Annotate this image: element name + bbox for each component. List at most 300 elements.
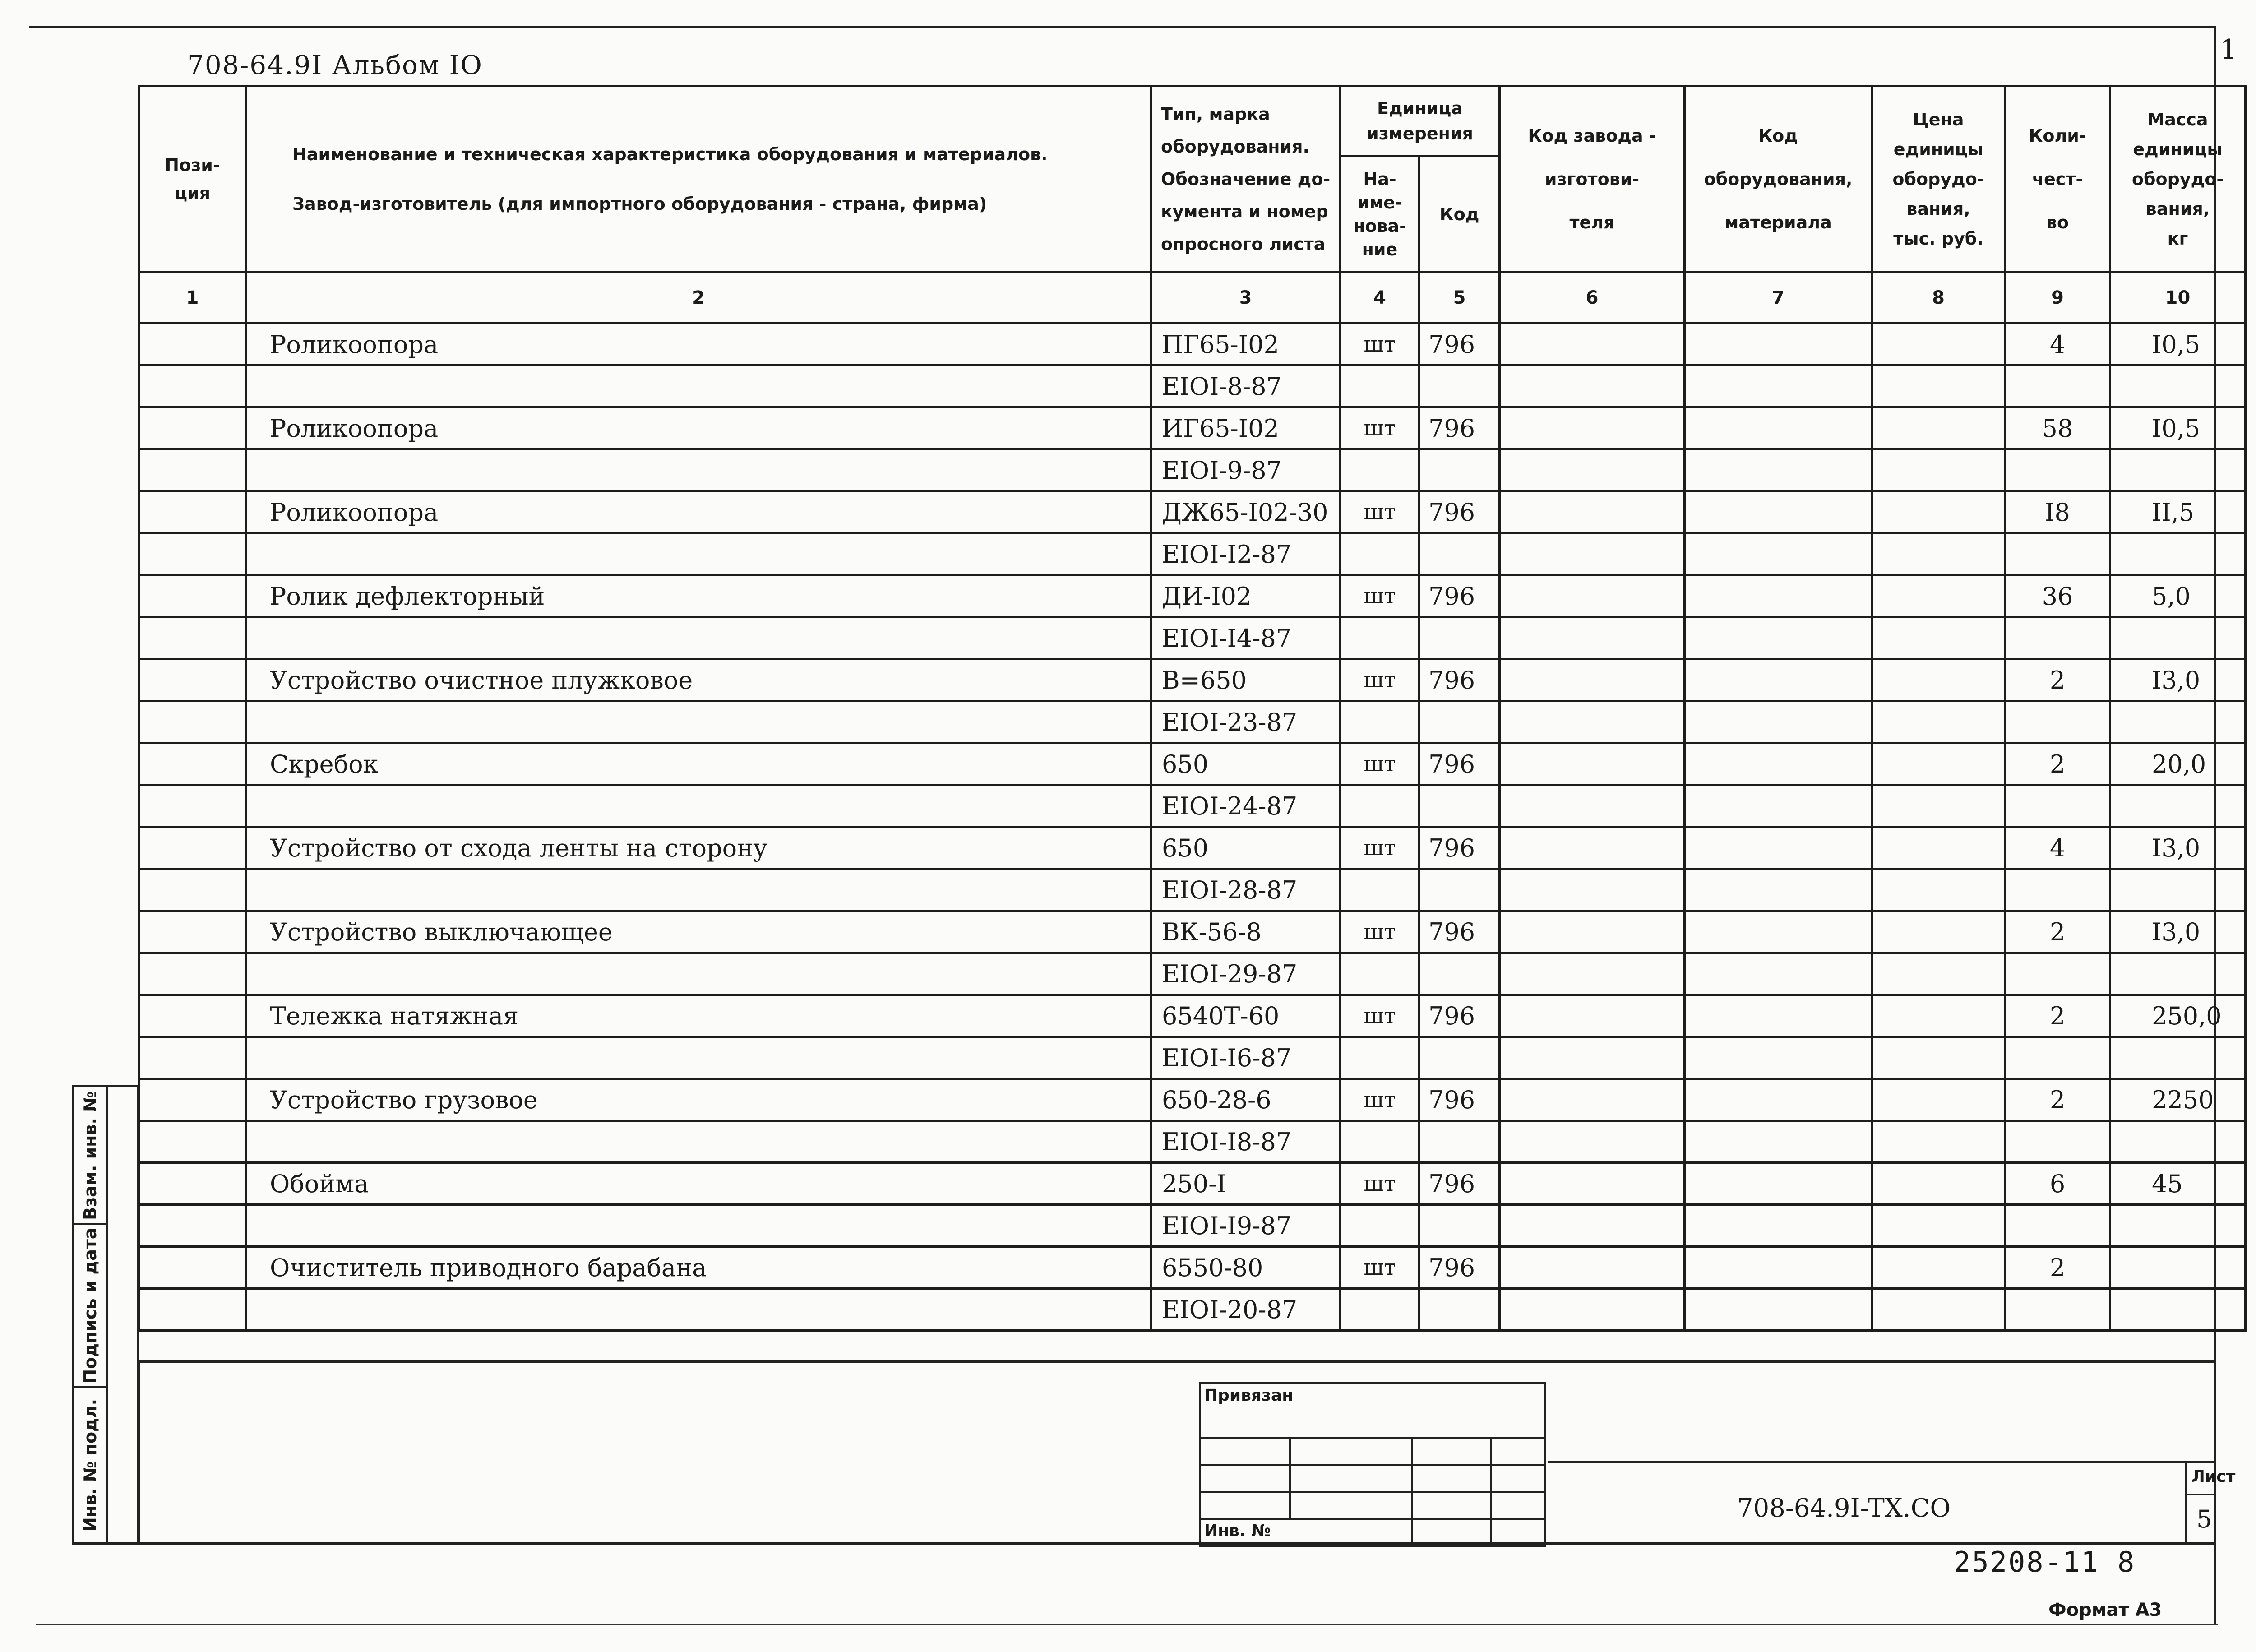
stamp-cell: [1290, 1465, 1412, 1492]
cell-unit-code: [1419, 366, 1500, 407]
cell-document: EIOI-23-87: [1151, 701, 1341, 743]
cell-unit-code: 796: [1419, 407, 1500, 449]
cell-price: [1872, 533, 2005, 575]
cell-unit-code: 796: [1419, 659, 1500, 701]
cell-unit: шт: [1341, 1079, 1419, 1121]
cell-mass: [2110, 701, 2246, 743]
table-row: [139, 869, 2246, 911]
cell-quantity: 2: [2005, 743, 2110, 785]
cell-position: [139, 1205, 246, 1247]
cell-position: [139, 491, 246, 533]
cell-name: Обойма: [246, 1163, 1151, 1205]
cell-equipment-code: [1685, 533, 1872, 575]
format-label: Формат А3: [2048, 1600, 2162, 1620]
cell-mass: 250,0: [2110, 995, 2246, 1037]
cell-factory-code: [1500, 1121, 1685, 1163]
table-row: [139, 701, 2246, 743]
cell-name: Устройство от схода ленты на сторону: [246, 827, 1151, 869]
cell-mass: [2110, 617, 2246, 659]
header-quantity: Коли- чест- во: [2005, 86, 2110, 273]
cell-equipment-code: [1685, 743, 1872, 785]
cell-price: [1872, 743, 2005, 785]
cell-equipment-code: [1685, 1163, 1872, 1205]
cell-mass: 5,0: [2110, 575, 2246, 617]
cell-factory-code: [1500, 659, 1685, 701]
cell-mass: 45: [2110, 1163, 2246, 1205]
cell-factory-code: [1500, 743, 1685, 785]
cell-unit: [1341, 869, 1419, 911]
cell-name: [246, 1289, 1151, 1331]
side-stamp-strip: [72, 1085, 139, 1545]
cell-factory-code: [1500, 491, 1685, 533]
cell-document: EIOI-8-87: [1151, 366, 1341, 407]
cell-unit: [1341, 1037, 1419, 1079]
cell-price: [1872, 1121, 2005, 1163]
cell-equipment-code: [1685, 1289, 1872, 1331]
cell-position: [139, 827, 246, 869]
cell-equipment-code: [1685, 449, 1872, 491]
cell-quantity: 6: [2005, 1163, 2110, 1205]
cell-unit-code: [1419, 953, 1500, 995]
table-row: [139, 785, 2246, 827]
table-row: [139, 1163, 2246, 1205]
cell-quantity: I8: [2005, 491, 2110, 533]
cell-quantity: [2005, 1037, 2110, 1079]
table-row: [139, 617, 2246, 659]
header-type: Тип, марка оборудования. Обозначение до- кумента и номер опросного листа: [1151, 86, 1341, 273]
linked-stamp: [1199, 1382, 1546, 1547]
cell-document: EIOI-I6-87: [1151, 1037, 1341, 1079]
cell-document: EIOI-9-87: [1151, 449, 1341, 491]
cell-equipment-code: [1685, 785, 1872, 827]
cell-factory-code: [1500, 953, 1685, 995]
cell-equipment-code: [1685, 324, 1872, 366]
cell-unit: [1341, 1121, 1419, 1163]
strip-inv-original-label: Инв. № подл.: [80, 1398, 100, 1532]
cell-price: [1872, 491, 2005, 533]
header-unit-name: На- име- нова- ние: [1341, 156, 1419, 273]
strip-replace-inv: [74, 1087, 106, 1225]
table-row: [139, 1079, 2246, 1121]
cell-unit-code: [1419, 785, 1500, 827]
cell-equipment-code: [1685, 1121, 1872, 1163]
cell-unit: [1341, 1205, 1419, 1247]
header-name-line2: Завод-изготовитель (для импортного оборудования - страна, фирма): [292, 194, 987, 214]
cell-document: EIOI-I8-87: [1151, 1121, 1341, 1163]
header-factory-code: Код завода - изготови- теля: [1500, 86, 1685, 273]
cell-position: [139, 659, 246, 701]
frame-bottom-border: [36, 1624, 2218, 1625]
cell-position: [139, 617, 246, 659]
table-row: [139, 659, 2246, 701]
cell-quantity: 2: [2005, 995, 2110, 1037]
cell-unit-code: 796: [1419, 827, 1500, 869]
cell-mass: [2110, 1205, 2246, 1247]
cell-unit: шт: [1341, 743, 1419, 785]
cell-quantity: [2005, 869, 2110, 911]
cell-equipment-code: [1685, 953, 1872, 995]
cell-equipment-code: [1685, 869, 1872, 911]
cell-position: [139, 701, 246, 743]
cell-mass: [2110, 366, 2246, 407]
cell-name: [246, 366, 1151, 407]
cell-price: [1872, 1079, 2005, 1121]
cell-unit-code: [1419, 1121, 1500, 1163]
cell-price: [1872, 953, 2005, 995]
cell-mass: I0,5: [2110, 324, 2246, 366]
cell-price: [1872, 785, 2005, 827]
cell-position: [139, 911, 246, 953]
cell-factory-code: [1500, 1037, 1685, 1079]
cell-price: [1872, 827, 2005, 869]
cell-mass: I0,5: [2110, 407, 2246, 449]
cell-price: [1872, 995, 2005, 1037]
cell-name: Ролик дефлекторный: [246, 575, 1151, 617]
table-row: [139, 911, 2246, 953]
cell-equipment-code: [1685, 1079, 1872, 1121]
cell-quantity: [2005, 953, 2110, 995]
cell-price: [1872, 575, 2005, 617]
title-block-base: [138, 1542, 2215, 1545]
table-row: [139, 1247, 2246, 1289]
cell-mass: [2110, 869, 2246, 911]
cell-factory-code: [1500, 1163, 1685, 1205]
cell-factory-code: [1500, 911, 1685, 953]
cell-mass: [2110, 449, 2246, 491]
cell-unit: шт: [1341, 659, 1419, 701]
cell-unit: [1341, 785, 1419, 827]
stamp-cell: [1200, 1438, 1290, 1465]
cell-unit: [1341, 1289, 1419, 1331]
cell-position: [139, 785, 246, 827]
cell-quantity: [2005, 533, 2110, 575]
cell-name: [246, 1121, 1151, 1163]
col-number: 3: [1151, 273, 1341, 324]
cell-unit: шт: [1341, 407, 1419, 449]
cell-quantity: [2005, 366, 2110, 407]
col-number: 2: [246, 273, 1151, 324]
cell-mass: [2110, 533, 2246, 575]
col-number: 10: [2110, 273, 2246, 324]
cell-position: [139, 1121, 246, 1163]
cell-unit: шт: [1341, 995, 1419, 1037]
sheet-number: 5: [2196, 1505, 2212, 1533]
cell-quantity: 2: [2005, 659, 2110, 701]
strip-replace-inv-label: Взам. инв. №: [80, 1091, 100, 1220]
cell-name: Тележка натяжная: [246, 995, 1151, 1037]
cell-mass: 20,0: [2110, 743, 2246, 785]
cell-unit-code: 796: [1419, 911, 1500, 953]
stamp-inv-no: Инв. №: [1200, 1519, 1412, 1546]
cell-name: [246, 1205, 1151, 1247]
cell-equipment-code: [1685, 1037, 1872, 1079]
cell-position: [139, 1163, 246, 1205]
cell-position: [139, 743, 246, 785]
cell-quantity: [2005, 785, 2110, 827]
cell-unit: [1341, 449, 1419, 491]
cell-equipment-code: [1685, 366, 1872, 407]
header-unit-group: Единица измерения: [1341, 86, 1500, 156]
cell-unit-code: [1419, 1037, 1500, 1079]
strip-divider: [106, 1087, 108, 1542]
cell-price: [1872, 1037, 2005, 1079]
table-row: [139, 575, 2246, 617]
cell-type: 650-28-6: [1151, 1079, 1341, 1121]
stamp-linked-label: Привязан: [1200, 1383, 1545, 1438]
table-row: [139, 743, 2246, 785]
cell-quantity: [2005, 449, 2110, 491]
cell-document: EIOI-24-87: [1151, 785, 1341, 827]
cell-factory-code: [1500, 449, 1685, 491]
sheet-label: Лист: [2191, 1467, 2236, 1486]
cell-unit: шт: [1341, 1163, 1419, 1205]
cell-factory-code: [1500, 575, 1685, 617]
cell-equipment-code: [1685, 701, 1872, 743]
cell-document: EIOI-I4-87: [1151, 617, 1341, 659]
cell-price: [1872, 911, 2005, 953]
cell-name: Роликоопора: [246, 324, 1151, 366]
stamp-cell: [1412, 1438, 1491, 1465]
cell-factory-code: [1500, 1247, 1685, 1289]
col-number: 7: [1685, 273, 1872, 324]
stamp-cell: [1491, 1465, 1545, 1492]
stamp-cell: [1412, 1465, 1491, 1492]
sheet-separator: [2185, 1494, 2216, 1495]
header-name-line1: Наименование и техническая характеристика оборудования и материалов.: [292, 144, 1048, 164]
cell-name: Роликоопора: [246, 491, 1151, 533]
cell-name: [246, 953, 1151, 995]
col-number: 9: [2005, 273, 2110, 324]
table-row: [139, 449, 2246, 491]
cell-unit-code: 796: [1419, 575, 1500, 617]
cell-equipment-code: [1685, 407, 1872, 449]
cell-type: 650: [1151, 743, 1341, 785]
cell-unit-code: 796: [1419, 324, 1500, 366]
cell-unit-code: 796: [1419, 491, 1500, 533]
cell-unit-code: 796: [1419, 1247, 1500, 1289]
cell-unit-code: [1419, 869, 1500, 911]
cell-quantity: 4: [2005, 827, 2110, 869]
cell-unit: [1341, 953, 1419, 995]
cell-price: [1872, 617, 2005, 659]
cell-mass: [2110, 1289, 2246, 1331]
cell-name: Роликоопора: [246, 407, 1151, 449]
cell-quantity: 2: [2005, 1079, 2110, 1121]
cell-equipment-code: [1685, 1205, 1872, 1247]
stamp-cell: [1491, 1492, 1545, 1519]
stamp-cell: [1412, 1519, 1491, 1546]
cell-position: [139, 869, 246, 911]
table-row: [139, 827, 2246, 869]
cell-equipment-code: [1685, 575, 1872, 617]
cell-unit-code: [1419, 449, 1500, 491]
col-number: 6: [1500, 273, 1685, 324]
cell-unit: шт: [1341, 491, 1419, 533]
cell-name: Устройство грузовое: [246, 1079, 1151, 1121]
cell-mass: [2110, 1121, 2246, 1163]
cell-price: [1872, 407, 2005, 449]
cell-position: [139, 995, 246, 1037]
cell-name: Очиститель приводного барабана: [246, 1247, 1151, 1289]
cell-document: EIOI-20-87: [1151, 1289, 1341, 1331]
cell-equipment-code: [1685, 827, 1872, 869]
cell-factory-code: [1500, 1289, 1685, 1331]
cell-mass: [2110, 785, 2246, 827]
cell-quantity: [2005, 1289, 2110, 1331]
cell-name: [246, 1037, 1151, 1079]
cell-price: [1872, 366, 2005, 407]
cell-factory-code: [1500, 324, 1685, 366]
specification-table: [138, 85, 2247, 1332]
cell-name: Скребок: [246, 743, 1151, 785]
cell-document: EIOI-29-87: [1151, 953, 1341, 995]
title-block-left: [138, 1360, 140, 1545]
cell-unit: [1341, 533, 1419, 575]
cell-unit: шт: [1341, 1247, 1419, 1289]
archive-number: 25208-11 8: [1954, 1546, 2136, 1578]
cell-mass: I3,0: [2110, 827, 2246, 869]
album-title: 708-64.9I Альбом IO: [187, 50, 483, 80]
cell-quantity: 4: [2005, 324, 2110, 366]
cell-factory-code: [1500, 785, 1685, 827]
cell-unit: шт: [1341, 827, 1419, 869]
cell-position: [139, 407, 246, 449]
cell-factory-code: [1500, 533, 1685, 575]
cell-position: [139, 1289, 246, 1331]
cell-equipment-code: [1685, 911, 1872, 953]
cell-unit: шт: [1341, 911, 1419, 953]
cell-type: ДИ-I02: [1151, 575, 1341, 617]
stamp-cell: [1491, 1519, 1545, 1546]
cell-factory-code: [1500, 827, 1685, 869]
header-name: [246, 86, 1151, 273]
cell-equipment-code: [1685, 491, 1872, 533]
cell-mass: [2110, 1247, 2246, 1289]
cell-position: [139, 324, 246, 366]
cell-document: EIOI-28-87: [1151, 869, 1341, 911]
cell-name: [246, 785, 1151, 827]
cell-price: [1872, 701, 2005, 743]
cell-quantity: 2: [2005, 911, 2110, 953]
cell-equipment-code: [1685, 659, 1872, 701]
cell-price: [1872, 1289, 2005, 1331]
cell-quantity: [2005, 1205, 2110, 1247]
cell-type: ПГ65-I02: [1151, 324, 1341, 366]
table-row: [139, 533, 2246, 575]
cell-mass: 2250: [2110, 1079, 2246, 1121]
cell-type: ИГ65-I02: [1151, 407, 1341, 449]
cell-factory-code: [1500, 407, 1685, 449]
cell-factory-code: [1500, 1079, 1685, 1121]
cell-unit: [1341, 617, 1419, 659]
cell-equipment-code: [1685, 995, 1872, 1037]
col-number: 1: [139, 273, 246, 324]
cell-mass: II,5: [2110, 491, 2246, 533]
cell-document: EIOI-I2-87: [1151, 533, 1341, 575]
cell-quantity: [2005, 617, 2110, 659]
col-number: 8: [1872, 273, 2005, 324]
title-block-top: [138, 1360, 2215, 1363]
table-row: [139, 1037, 2246, 1079]
cell-equipment-code: [1685, 617, 1872, 659]
header-unit-code: Код: [1419, 156, 1500, 273]
cell-unit: шт: [1341, 324, 1419, 366]
stamp-cell: [1290, 1438, 1412, 1465]
stamp-cell: [1412, 1492, 1491, 1519]
stamp-cell: [1200, 1492, 1290, 1519]
cell-price: [1872, 324, 2005, 366]
cell-mass: I3,0: [2110, 911, 2246, 953]
cell-type: 650: [1151, 827, 1341, 869]
cell-document: EIOI-I9-87: [1151, 1205, 1341, 1247]
cell-factory-code: [1500, 366, 1685, 407]
cell-mass: [2110, 953, 2246, 995]
cell-type: 6550-80: [1151, 1247, 1341, 1289]
header-equipment-code: Код оборудования, материала: [1685, 86, 1872, 273]
cell-factory-code: [1500, 995, 1685, 1037]
cell-type: 6540Т-60: [1151, 995, 1341, 1037]
cell-name: Устройство выключающее: [246, 911, 1151, 953]
cell-quantity: [2005, 1121, 2110, 1163]
cell-position: [139, 1247, 246, 1289]
cell-price: [1872, 659, 2005, 701]
specification-body: [139, 324, 2246, 1331]
cell-quantity: [2005, 701, 2110, 743]
doc-code-separator: [1548, 1461, 2215, 1463]
cell-position: [139, 449, 246, 491]
cell-position: [139, 575, 246, 617]
cell-name: [246, 701, 1151, 743]
cell-unit-code: 796: [1419, 1163, 1500, 1205]
document-code: 708-64.9I-TX.CO: [1737, 1494, 1951, 1523]
table-row: [139, 1121, 2246, 1163]
cell-unit: [1341, 701, 1419, 743]
table-row: [139, 324, 2246, 366]
table-row: [139, 1289, 2246, 1331]
corner-mark: 1: [2220, 34, 2238, 65]
cell-unit-code: [1419, 1289, 1500, 1331]
cell-quantity: 2: [2005, 1247, 2110, 1289]
cell-price: [1872, 869, 2005, 911]
cell-factory-code: [1500, 1205, 1685, 1247]
cell-unit: [1341, 366, 1419, 407]
stamp-cell: [1200, 1465, 1290, 1492]
cell-unit-code: [1419, 701, 1500, 743]
col-number: 4: [1341, 273, 1419, 324]
cell-position: [139, 533, 246, 575]
header-price: Цена единицы оборудо- вания, тыс. руб.: [1872, 86, 2005, 273]
strip-signature-date-label: Подпись и дата: [80, 1227, 100, 1384]
cell-position: [139, 953, 246, 995]
cell-unit-code: [1419, 617, 1500, 659]
cell-position: [139, 1037, 246, 1079]
cell-quantity: 36: [2005, 575, 2110, 617]
cell-position: [139, 1079, 246, 1121]
header-position: Пози- ция: [139, 86, 246, 273]
table-row: [139, 953, 2246, 995]
stamp-cell: [1491, 1438, 1545, 1465]
strip-signature-date: [74, 1225, 106, 1388]
frame-top-border: [29, 26, 2215, 28]
cell-name: [246, 449, 1151, 491]
cell-name: Устройство очистное плужковое: [246, 659, 1151, 701]
cell-type: ВК-56-8: [1151, 911, 1341, 953]
cell-factory-code: [1500, 869, 1685, 911]
cell-factory-code: [1500, 617, 1685, 659]
cell-type: B=650: [1151, 659, 1341, 701]
cell-mass: I3,0: [2110, 659, 2246, 701]
table-row: [139, 407, 2246, 449]
